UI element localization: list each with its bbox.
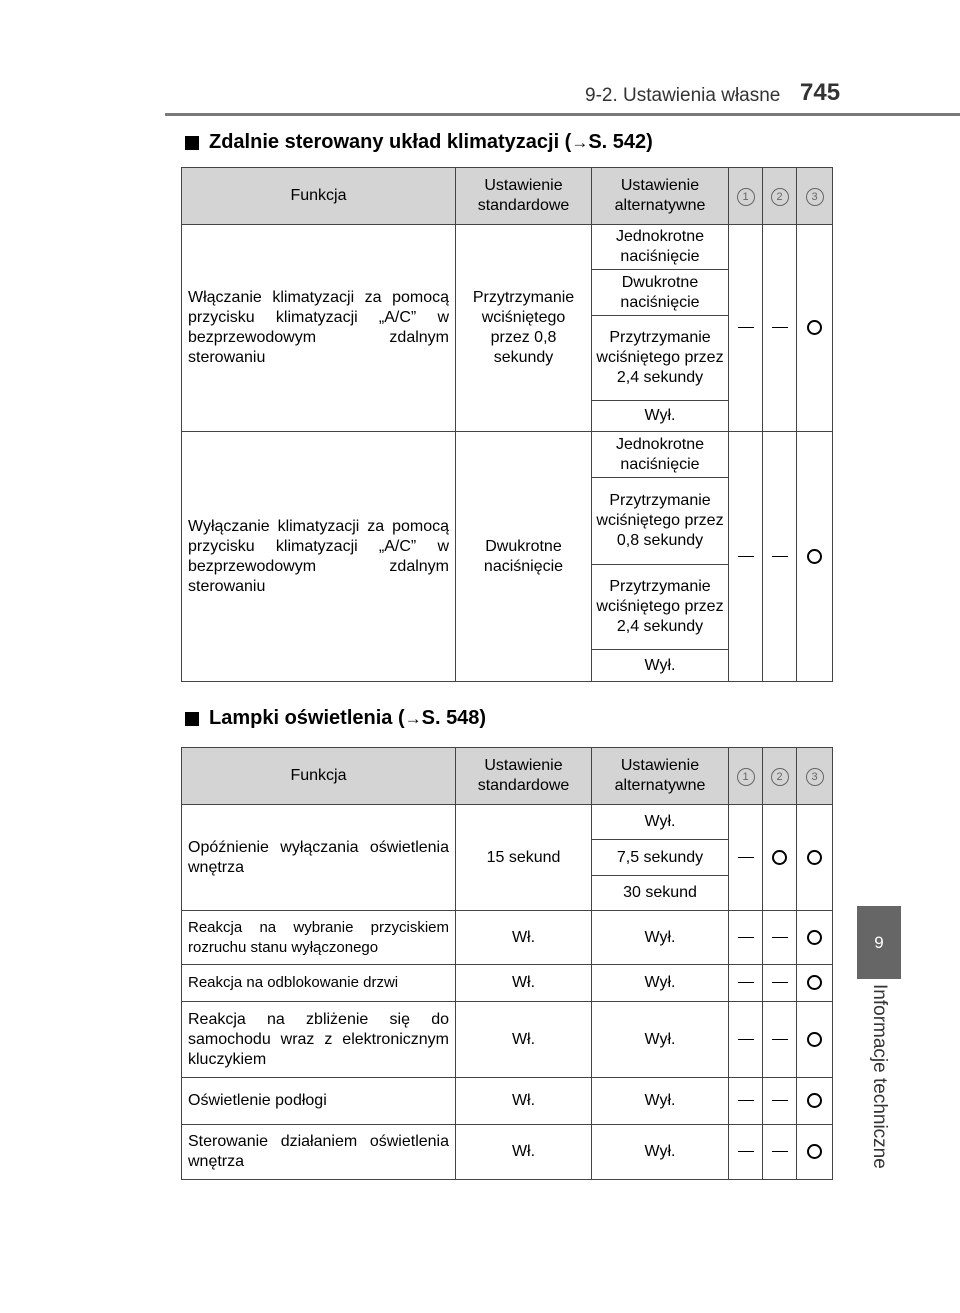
ac-settings-table (181, 167, 833, 682)
alternative-cell: Przytrzymanie wciśniętego przez 0,8 sekundy (592, 478, 729, 565)
mark-dash (729, 225, 763, 432)
alternative-cell: Wył. (592, 805, 729, 840)
column-header-function: Funkcja (182, 168, 456, 225)
mark-circle (797, 1125, 833, 1180)
bullet-square-icon (185, 136, 199, 150)
mark-circle (797, 1002, 833, 1078)
mark-dash (763, 225, 797, 432)
mark-circle (797, 225, 833, 432)
mark-circle (797, 911, 833, 965)
default-cell: Dwukrotne naciśnięcie (456, 432, 592, 682)
alternative-cell: Wył. (592, 1002, 729, 1078)
function-cell: Sterowanie działaniem oświetlenia wnętrza (182, 1125, 456, 1180)
mark-circle (763, 805, 797, 911)
default-cell: Wł. (456, 1125, 592, 1180)
mark-dash (729, 911, 763, 965)
chapter-label: Informacje techniczne (869, 984, 890, 1169)
function-cell: Włączanie klimatyzacji za pomocą przycisku klimatyzacji „A/C” w bezprzewodowym zdalnym sterowaniu (182, 225, 456, 432)
alternative-cell: Wył. (592, 1125, 729, 1180)
column-header-alternative: Ustawienie alternatywne (592, 168, 729, 225)
column-header-2: 2 (763, 748, 797, 805)
section-heading: 9-2. Ustawienia własne (585, 85, 781, 106)
mark-dash (729, 805, 763, 911)
default-cell: Wł. (456, 1002, 592, 1078)
column-header-1: 1 (729, 748, 763, 805)
column-header-1: 1 (729, 168, 763, 225)
arrow-right-icon: → (404, 708, 422, 728)
mark-dash (729, 965, 763, 1002)
alternative-cell: Przytrzymanie wciśniętego przez 2,4 sekundy (592, 316, 729, 401)
default-cell: Wł. (456, 965, 592, 1002)
alternative-cell: Wył. (592, 401, 729, 432)
function-cell: Reakcja na wybranie przyciskiem rozruchu stanu wyłączonego (182, 911, 456, 965)
function-cell: Opóźnienie wyłączania oświetlenia wnętrza (182, 805, 456, 911)
mark-dash (763, 1125, 797, 1180)
alternative-cell: 30 sekund (592, 876, 729, 911)
header-divider (165, 113, 960, 116)
mark-dash (763, 1002, 797, 1078)
alternative-cell: 7,5 sekundy (592, 840, 729, 876)
mark-dash (729, 432, 763, 682)
mark-circle (797, 432, 833, 682)
column-header-2: 2 (763, 168, 797, 225)
mark-dash (729, 1002, 763, 1078)
mark-circle (797, 1078, 833, 1125)
mark-dash (763, 1078, 797, 1125)
column-header-3: 3 (797, 168, 833, 225)
function-cell: Oświetlenie podłogi (182, 1078, 456, 1125)
alternative-cell: Przytrzymanie wciśniętego przez 2,4 sekundy (592, 565, 729, 650)
arrow-right-icon: → (571, 132, 589, 152)
function-cell: Reakcja na odblokowanie drzwi (182, 965, 456, 1002)
alternative-cell: Jednokrotne naciśnięcie (592, 432, 729, 478)
default-cell: Wł. (456, 911, 592, 965)
mark-dash (729, 1078, 763, 1125)
bullet-square-icon (185, 712, 199, 726)
alternative-cell: Dwukrotne naciśnięcie (592, 270, 729, 316)
alternative-cell: Wył. (592, 1078, 729, 1125)
column-header-3: 3 (797, 748, 833, 805)
mark-dash (763, 432, 797, 682)
alternative-cell: Wył. (592, 650, 729, 682)
mark-dash (763, 965, 797, 1002)
lamps-settings-table (181, 747, 833, 1180)
alternative-cell: Jednokrotne naciśnięcie (592, 225, 729, 270)
column-header-function: Funkcja (182, 748, 456, 805)
column-header-default: Ustawienie standardowe (456, 168, 592, 225)
function-cell: Reakcja na zbliżenie się do samochodu wraz z elektronicznym kluczykiem (182, 1002, 456, 1078)
mark-circle (797, 965, 833, 1002)
page-number: 745 (800, 79, 841, 106)
column-header-default: Ustawienie standardowe (456, 748, 592, 805)
alternative-cell: Wył. (592, 911, 729, 965)
section-title-ac: Zdalnie sterowany układ klimatyzacji ( → S. 542) (185, 131, 653, 154)
mark-dash (729, 1125, 763, 1180)
default-cell: 15 sekund (456, 805, 592, 911)
column-header-alternative: Ustawienie alternatywne (592, 748, 729, 805)
mark-dash (763, 911, 797, 965)
alternative-cell: Wył. (592, 965, 729, 1002)
default-cell: Wł. (456, 1078, 592, 1125)
section-title-lamps: Lampki oświetlenia ( → S. 548) (185, 707, 486, 730)
default-cell: Przytrzymanie wciśniętego przez 0,8 sekundy (456, 225, 592, 432)
chapter-tab: 9 (857, 906, 901, 979)
mark-circle (797, 805, 833, 911)
function-cell: Wyłączanie klimatyzacji za pomocą przycisku klimatyzacji „A/C” w bezprzewodowym zdalnym sterowaniu (182, 432, 456, 682)
